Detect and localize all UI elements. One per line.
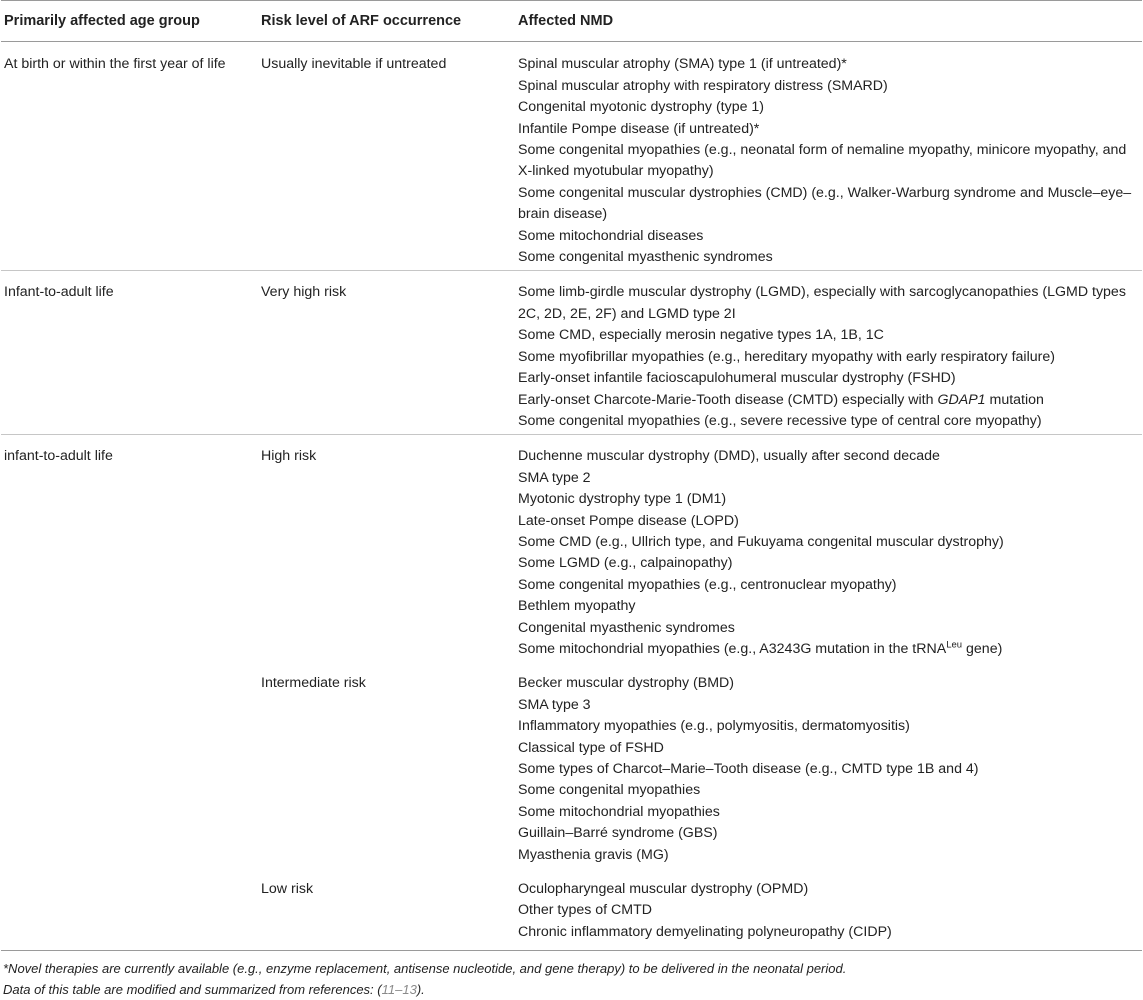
table-row <box>1 435 1142 663</box>
table-row <box>1 271 1142 435</box>
disease-entry: Some congenital myopathies (e.g., severe recessive type of central core myopathy) <box>518 412 1042 429</box>
disease-entry: Some limb-girdle muscular dystrophy (LGMD), especially with sarcoglycanopathies (LGMD types 2C, 2D, 2E, 2F) and LGMD type 2I <box>518 284 1126 322</box>
disease-entry: Myasthenia gravis (MG) <box>518 846 669 863</box>
disease-entry: Inflammatory myopathies (e.g., polymyositis, dermatomyositis) <box>518 718 910 735</box>
disease-entry <box>518 639 1140 660</box>
cell-risk-level: Intermediate risk <box>261 675 366 692</box>
disease-text: gene) <box>962 640 1003 657</box>
table-header-row <box>1 1 1142 42</box>
disease-entry: Chronic inflammatory demyelinating polyneuropathy (CIDP) <box>518 923 892 940</box>
disease-entry: Duchenne muscular dystrophy (DMD), usually after second decade <box>518 448 940 465</box>
table-row <box>1 662 1142 868</box>
disease-entry: Some types of Charcot–Marie–Tooth disease (e.g., CMTD type 1B and 4) <box>518 761 979 777</box>
cell-age-group: Infant-to-adult life <box>1 271 258 435</box>
disease-entry: Some LGMD (e.g., calpainopathy) <box>518 555 733 572</box>
superscript: Leu <box>946 639 963 651</box>
disease-entry: Late-onset Pompe disease (LOPD) <box>518 512 739 529</box>
table-body <box>1 42 1142 951</box>
cell-affected-nmd <box>515 868 1142 951</box>
footnote-ref-suffix: ). <box>416 982 425 998</box>
cell-age-group: infant-to-adult life <box>4 448 113 465</box>
header-age-group: Primarily affected age group <box>1 1 258 42</box>
disease-entry: SMA type 2 <box>518 469 591 486</box>
disease-entry: Some congenital myopathies (e.g., neonatal form of nemaline myopathy, minicore myopathy, and X-linked myotubular myopathy) <box>518 142 1127 180</box>
disease-entry: Infantile Pompe disease (if untreated)* <box>518 120 760 137</box>
cell-affected-nmd <box>515 662 1142 868</box>
footnote-references <box>3 979 1140 1000</box>
disease-text: mutation <box>985 391 1044 408</box>
disease-entry: Some CMD (e.g., Ullrich type, and Fukuyama congenital muscular dystrophy) <box>518 533 1004 550</box>
cell-risk-level: Usually inevitable if untreated <box>258 42 515 271</box>
cell-affected-nmd <box>515 42 1142 271</box>
disease-entry: Spinal muscular atrophy (SMA) type 1 (if untreated)* <box>518 56 847 73</box>
disease-entry: Some congenital muscular dystrophies (CMD) (e.g., Walker-Warburg syndrome and Muscle–eye–brain disease) <box>518 184 1132 223</box>
disease-text: Some mitochondrial myopathies (e.g., A3243G mutation in the tRNA <box>518 640 947 657</box>
footnote-ref-link[interactable]: 11–13 <box>381 982 417 998</box>
disease-entry: Oculopharyngeal muscular dystrophy (OPMD) <box>518 881 809 898</box>
disease-entry: Some congenital myopathies <box>518 782 701 799</box>
disease-entry: Some CMD, especially merosin negative types 1A, 1B, 1C <box>518 327 884 344</box>
disease-entry: Some myofibrillar myopathies (e.g., hereditary myopathy with early respiratory failure) <box>518 348 1055 365</box>
disease-entry: Some congenital myopathies (e.g., centronuclear myopathy) <box>518 576 897 593</box>
table-row <box>1 868 1142 951</box>
cell-risk-level: Low risk <box>258 868 515 951</box>
cell-affected-nmd <box>515 435 1142 663</box>
cell-age-group: At birth or within the first year of life <box>1 42 258 271</box>
footnote-therapies: *Novel therapies are currently available (e.g., enzyme replacement, antisense nucleotide, and gene therapy) to be delivered in the neonatal period. <box>3 961 847 977</box>
table-row <box>1 42 1142 271</box>
cell-risk-level: Very high risk <box>258 271 515 435</box>
cell-risk-level: High risk <box>261 448 317 465</box>
disease-entry: SMA type 3 <box>518 696 591 713</box>
header-risk-level: Risk level of ARF occurrence <box>258 1 515 42</box>
cell-affected-nmd <box>515 271 1142 435</box>
table-footnotes <box>0 951 1143 1000</box>
disease-text: Early-onset Charcote-Marie-Tooth disease (CMTD) especially with <box>518 391 938 408</box>
disease-entry: Bethlem myopathy <box>518 598 636 615</box>
disease-entry: Spinal muscular atrophy with respiratory distress (SMARD) <box>518 77 888 94</box>
disease-entry: Some congenital myasthenic syndromes <box>518 249 773 266</box>
disease-entry: Early-onset infantile facioscapulohumeral muscular dystrophy (FSHD) <box>518 370 956 387</box>
disease-entry: Some mitochondrial myopathies <box>518 803 720 820</box>
disease-entry <box>518 390 1140 411</box>
disease-entry: Myotonic dystrophy type 1 (DM1) <box>518 491 727 508</box>
disease-entry: Classical type of FSHD <box>518 739 664 756</box>
cell-age-group <box>1 868 258 951</box>
nmd-risk-table <box>1 0 1142 951</box>
cell-age-group <box>1 662 258 868</box>
footnote-ref-prefix: Data of this table are modified and summarized from references: ( <box>3 982 382 998</box>
disease-entry: Guillain–Barré syndrome (GBS) <box>518 825 718 842</box>
disease-entry: Some mitochondrial diseases <box>518 227 704 244</box>
gene-name: GDAP1 <box>937 391 986 408</box>
disease-entry: Becker muscular dystrophy (BMD) <box>518 675 735 692</box>
disease-entry: Congenital myasthenic syndromes <box>518 619 735 636</box>
disease-entry: Other types of CMTD <box>518 902 653 919</box>
disease-entry: Congenital myotonic dystrophy (type 1) <box>518 99 765 116</box>
header-affected-nmd: Affected NMD <box>515 1 1142 42</box>
